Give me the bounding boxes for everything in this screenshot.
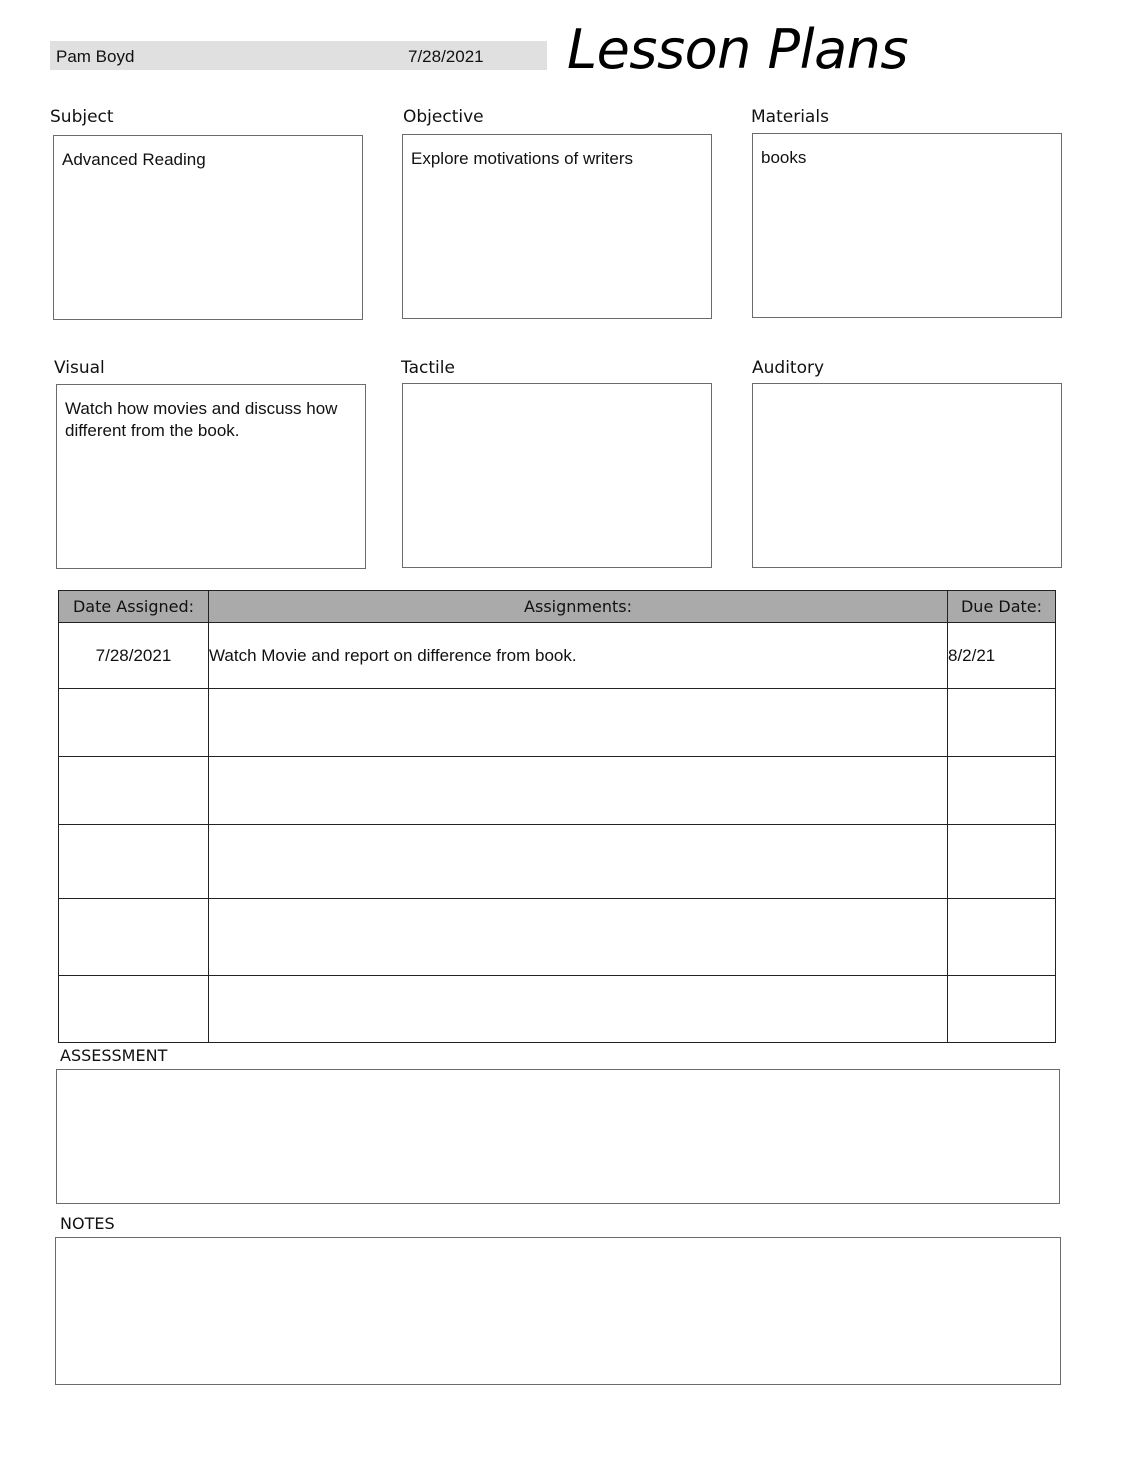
table-row — [59, 899, 1056, 976]
due-date-cell[interactable] — [948, 976, 1056, 1043]
materials-value: books — [761, 148, 807, 167]
visual-label: Visual — [54, 358, 105, 378]
notes-field[interactable] — [55, 1237, 1061, 1385]
table-row — [59, 976, 1056, 1043]
assignment-cell[interactable] — [209, 899, 948, 976]
table-row — [59, 689, 1056, 757]
date-assigned-cell[interactable] — [59, 689, 209, 757]
teacher-name: Pam Boyd — [56, 47, 135, 66]
subject-field[interactable] — [53, 135, 363, 320]
due-date-header: Due Date: — [948, 591, 1056, 623]
date-assigned-cell[interactable]: 7/28/2021 — [59, 623, 209, 689]
assignments-header: Assignments: — [209, 591, 948, 623]
tactile-field[interactable] — [402, 383, 712, 568]
table-row — [59, 757, 1056, 825]
assignment-cell[interactable] — [209, 757, 948, 825]
due-date-cell[interactable] — [948, 899, 1056, 976]
visual-value: Watch how movies and discuss how different from the book. — [65, 399, 338, 440]
header-bar — [50, 41, 547, 70]
materials-label: Materials — [751, 107, 829, 127]
due-date-cell[interactable] — [948, 825, 1056, 899]
auditory-label: Auditory — [752, 358, 825, 378]
assessment-label: ASSESSMENT — [60, 1046, 168, 1065]
assignment-cell[interactable] — [209, 825, 948, 899]
materials-field[interactable] — [752, 133, 1062, 318]
table-header-row — [59, 591, 1056, 623]
date-assigned-cell[interactable] — [59, 976, 209, 1043]
subject-value: Advanced Reading — [62, 150, 206, 169]
date-assigned-cell[interactable] — [59, 825, 209, 899]
assignments-table — [58, 590, 1056, 1043]
due-date-cell[interactable]: 8/2/21 — [948, 623, 1056, 689]
assignment-cell[interactable]: Watch Movie and report on difference from book. — [209, 623, 948, 689]
assessment-field[interactable] — [56, 1069, 1060, 1204]
assignment-cell[interactable] — [209, 976, 948, 1043]
date-assigned-header: Date Assigned: — [59, 591, 209, 623]
page-title: Lesson Plans — [567, 18, 909, 81]
date-assigned-cell[interactable] — [59, 899, 209, 976]
due-date-cell[interactable] — [948, 757, 1056, 825]
objective-value: Explore motivations of writers — [411, 149, 634, 168]
table-row — [59, 825, 1056, 899]
auditory-field[interactable] — [752, 383, 1062, 568]
assignment-cell[interactable] — [209, 689, 948, 757]
notes-label: NOTES — [60, 1214, 115, 1233]
due-date-cell[interactable] — [948, 689, 1056, 757]
objective-field[interactable] — [402, 134, 712, 319]
tactile-label: Tactile — [401, 358, 455, 378]
subject-label: Subject — [50, 107, 114, 127]
table-row — [59, 623, 1056, 689]
objective-label: Objective — [403, 107, 484, 127]
visual-field[interactable] — [56, 384, 366, 569]
header-date: 7/28/2021 — [408, 47, 484, 66]
date-assigned-cell[interactable] — [59, 757, 209, 825]
